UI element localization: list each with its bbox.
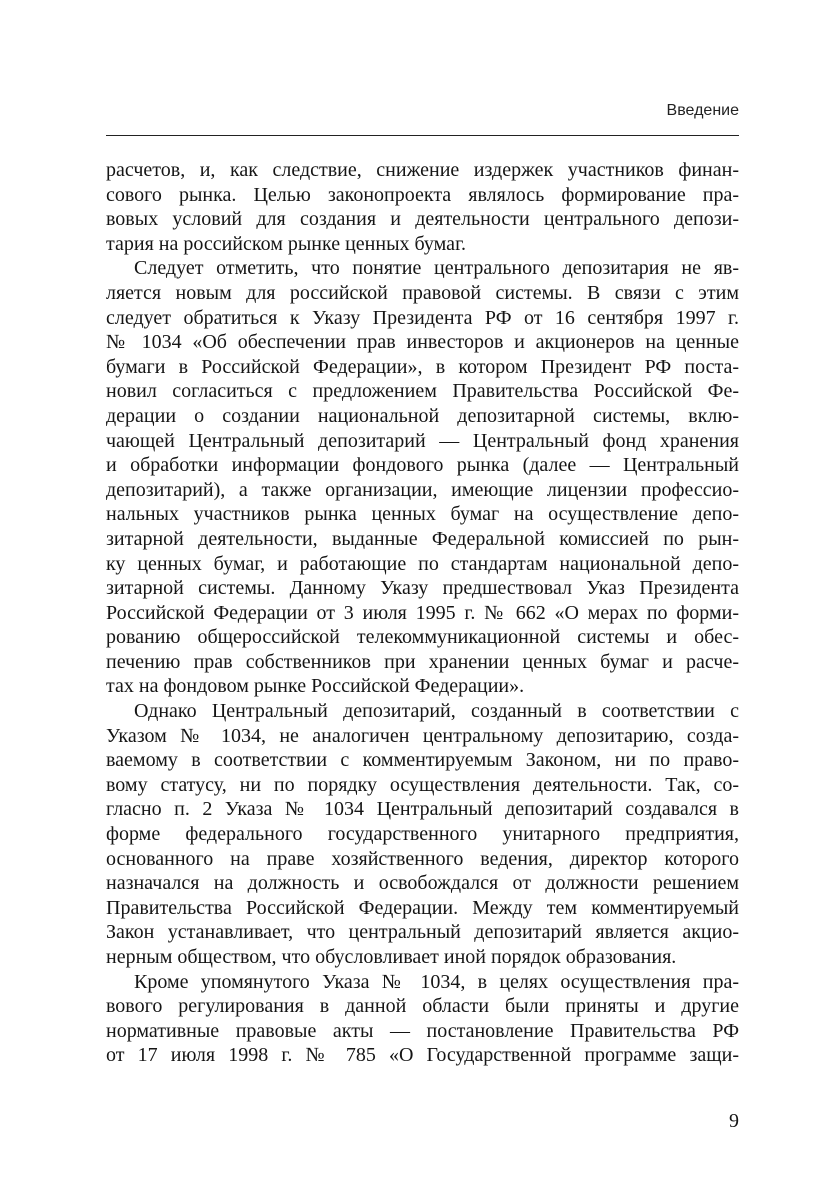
text-line: Однако Центральный депозитарий, созданный в соответствии с <box>134 700 739 723</box>
text-line: от 17 июля 1998 г. № 785 «О Государственной программе защи- <box>106 1044 739 1067</box>
text-line: нерным обществом, что обусловливает иной порядок образования. <box>106 946 677 968</box>
text-line: вовых условий для создания и деятельности центрального депози- <box>106 208 739 231</box>
paragraph-3 <box>106 699 739 970</box>
text-line: назначался на должность и освобождался от должности решением <box>106 872 739 895</box>
text-line: сового рынка. Целью законопроекта являлось формирование пра- <box>106 183 739 206</box>
page-body-text <box>106 158 739 1068</box>
text-line: гласно п. 2 Указа № 1034 Центральный депозитарий создавался в <box>106 798 739 821</box>
text-line: следует обратиться к Указу Президента РФ от 16 сентября 1997 г. <box>106 306 739 329</box>
text-line: тария на российском рынке ценных бумаг. <box>106 232 467 255</box>
text-line: ляется новым для российской правовой системы. В связи с этим <box>106 281 739 304</box>
paragraph-4 <box>106 970 739 1068</box>
text-line: новил согласиться с предложением Правительства Российской Фе- <box>106 380 739 403</box>
paragraph-1 <box>106 158 739 256</box>
text-line: Российской Федерации от 3 июля 1995 г. № 662 «О мерах по форми- <box>106 601 739 624</box>
text-line: бумаги в Российской Федерации», в котором Президент РФ поста- <box>106 355 739 378</box>
text-line: расчетов, и, как следствие, снижение издержек участников финан- <box>106 159 739 181</box>
text-line: основанного на праве хозяйственного ведения, директор которого <box>106 847 739 870</box>
text-line: депозитарий), а также организации, имеющие лицензии профессио- <box>106 478 739 501</box>
text-line: нальных участников рынка ценных бумаг на осуществление депо- <box>106 503 739 526</box>
text-line: чающей Центральный депозитарий — Центральный фонд хранения <box>106 429 739 452</box>
page-number: 9 <box>729 1110 739 1132</box>
text-line: зитарной системы. Данному Указу предшествовал Указ Президента <box>106 577 739 600</box>
text-line: Указом № 1034, не аналогичен центральному депозитарию, созда- <box>106 724 739 747</box>
header-rule-divider <box>106 135 739 136</box>
text-line: Следует отметить, что понятие центрального депозитария не яв- <box>134 257 739 280</box>
text-line: рованию общероссийской телекоммуникационной системы и обес- <box>106 626 739 649</box>
paragraph-2 <box>106 256 739 699</box>
text-line: нормативные правовые акты — постановление Правительства РФ <box>106 1019 739 1042</box>
text-line: ваемому в соответствии с комментируемым Законом, ни по право- <box>106 749 739 772</box>
text-line: Закон устанавливает, что центральный депозитарий является акцио- <box>106 921 739 944</box>
text-line: и обработки информации фондового рынка (далее — Центральный <box>106 454 739 477</box>
text-line: дерации о создании национальной депозитарной системы, вклю- <box>106 404 739 427</box>
text-line: зитарной деятельности, выданные Федеральной комиссией по рын- <box>106 527 739 550</box>
text-line: форме федерального государственного унитарного предприятия, <box>106 823 739 846</box>
text-line: Правительства Российской Федерации. Между тем комментируемый <box>106 896 739 919</box>
text-line: вому статусу, ни по порядку осуществления деятельности. Так, со- <box>106 773 739 796</box>
text-line: № 1034 «Об обеспечении прав инвесторов и акционеров на ценные <box>106 331 739 354</box>
text-line: печению прав собственников при хранении ценных бумаг и расче- <box>106 650 739 673</box>
text-line: тах на фондовом рынке Российской Федерации». <box>106 675 525 698</box>
text-line: Кроме упомянутого Указа № 1034, в целях осуществления пра- <box>134 970 739 993</box>
text-line: ку ценных бумаг, и работающие по стандартам национальной депо- <box>106 552 739 575</box>
running-header-section-title: Введение <box>666 102 739 119</box>
text-line: вового регулирования в данной области были приняты и другие <box>106 995 739 1018</box>
